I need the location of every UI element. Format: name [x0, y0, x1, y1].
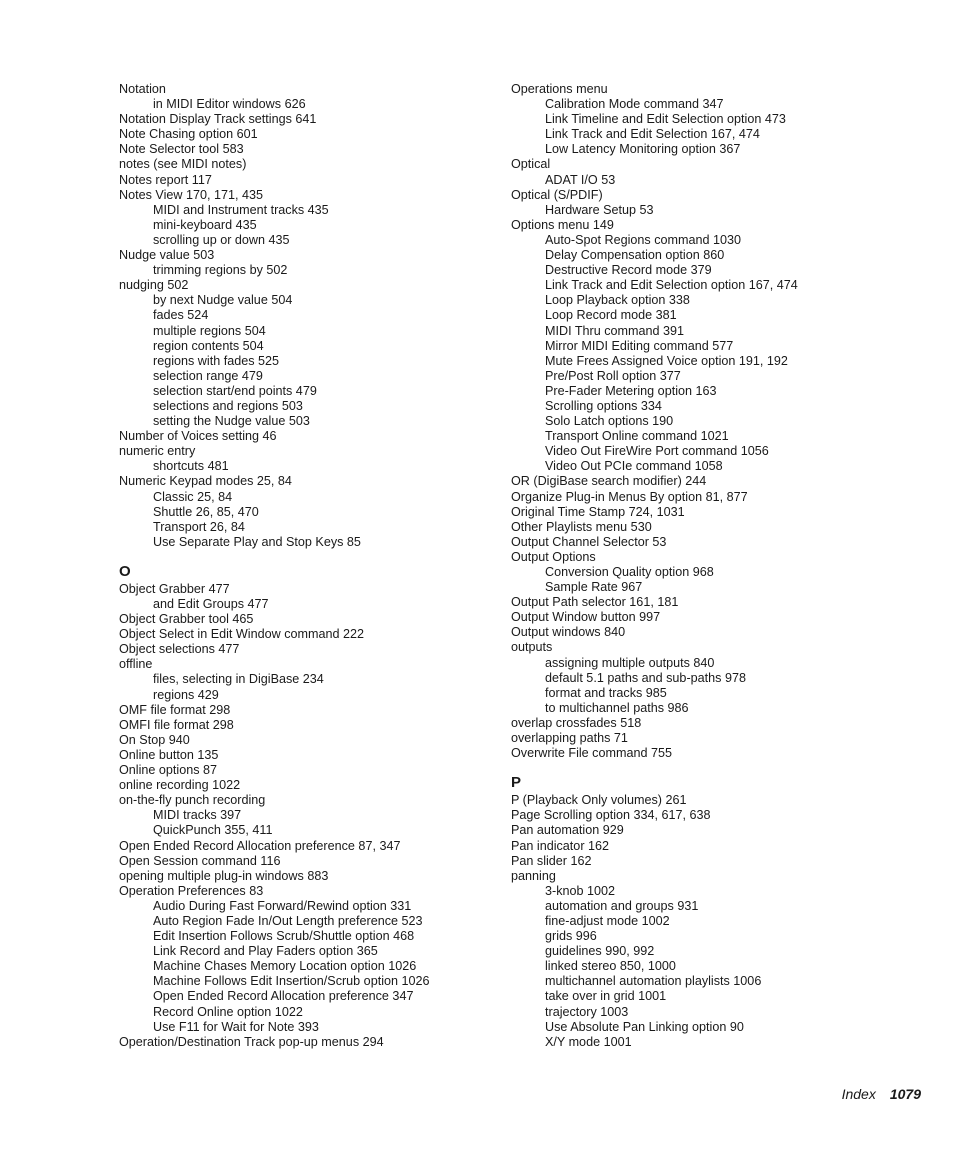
- index-entry: overlapping paths 71: [511, 731, 628, 746]
- index-entry: Output Path selector 161, 181: [511, 595, 679, 610]
- index-entry: Output Channel Selector 53: [511, 534, 667, 549]
- index-entry: opening multiple plug-in windows 883: [119, 868, 329, 883]
- index-entry: Page Scrolling option 334, 617, 638: [511, 808, 711, 823]
- index-entry: Online options 87: [119, 763, 218, 778]
- index-subentry: Auto Region Fade In/Out Length preference 523: [153, 913, 423, 928]
- index-subentry: Link Track and Edit Selection 167, 474: [545, 127, 760, 142]
- index-column-left: [119, 82, 489, 1050]
- index-entry: On Stop 940: [119, 732, 190, 747]
- index-subentry: Record Online option 1022: [153, 1004, 303, 1019]
- index-subentry: guidelines 990, 992: [545, 944, 655, 959]
- index-entry: Online button 135: [119, 747, 219, 762]
- index-column-right: [511, 82, 931, 1050]
- index-entry: Object Select in Edit Window command 222: [119, 627, 364, 642]
- section-letter: P: [511, 774, 522, 792]
- index-subentry: fine-adjust mode 1002: [545, 913, 670, 928]
- index-subentry: Mute Frees Assigned Voice option 191, 192: [545, 353, 788, 368]
- index-entry: Overwrite File command 755: [511, 746, 672, 761]
- index-entry: online recording 1022: [119, 778, 241, 793]
- index-entry: OR (DigiBase search modifier) 244: [511, 474, 707, 489]
- index-subentry: Transport Online command 1021: [545, 429, 729, 444]
- index-subentry: assigning multiple outputs 840: [545, 655, 715, 670]
- index-subentry: Solo Latch options 190: [545, 414, 674, 429]
- index-entry: Notation: [119, 82, 166, 96]
- index-subentry: MIDI tracks 397: [153, 808, 242, 823]
- index-entry: Other Playlists menu 530: [511, 519, 652, 534]
- index-subentry: regions with fades 525: [153, 353, 280, 368]
- index-entry: Notation Display Track settings 641: [119, 112, 317, 127]
- index-subentry: ADAT I/O 53: [545, 172, 616, 187]
- index-subentry: multichannel automation playlists 1006: [545, 974, 762, 989]
- index-subentry: Transport 26, 84: [153, 519, 245, 534]
- index-entry: Organize Plug-in Menus By option 81, 877: [511, 489, 748, 504]
- page-footer: [842, 1086, 921, 1102]
- index-subentry: multiple regions 504: [153, 323, 266, 338]
- index-subentry: automation and groups 931: [545, 898, 699, 913]
- index-subentry: Loop Record mode 381: [545, 308, 677, 323]
- page-number: 1079: [889, 1086, 921, 1102]
- index-subentry: trimming regions by 502: [153, 263, 288, 278]
- index-subentry: default 5.1 paths and sub-paths 978: [545, 670, 746, 685]
- index-entry: nudging 502: [119, 278, 189, 293]
- index-subentry: Link Timeline and Edit Selection option 473: [545, 112, 786, 127]
- index-entry: Output windows 840: [511, 625, 626, 640]
- index-subentry: Pre/Post Roll option 377: [545, 368, 681, 383]
- index-subentry: Destructive Record mode 379: [545, 263, 712, 278]
- index-subentry: to multichannel paths 986: [545, 700, 689, 715]
- index-entry: Notes View 170, 171, 435: [119, 187, 263, 202]
- index-subentry: Video Out FireWire Port command 1056: [545, 444, 769, 459]
- index-entry: offline: [119, 657, 153, 672]
- index-subentry: selection range 479: [153, 368, 263, 383]
- index-subentry: by next Nudge value 504: [153, 293, 293, 308]
- index-subentry: X/Y mode 1001: [545, 1034, 632, 1049]
- index-entry: Note Selector tool 583: [119, 142, 244, 157]
- index-subentry: and Edit Groups 477: [153, 597, 269, 611]
- index-subentry: Open Ended Record Allocation preference 347: [153, 989, 414, 1004]
- index-subentry: Link Record and Play Faders option 365: [153, 944, 378, 959]
- index-entry: Note Chasing option 601: [119, 127, 258, 142]
- index-entry: Original Time Stamp 724, 1031: [511, 504, 685, 519]
- index-entry: P (Playback Only volumes) 261: [511, 793, 687, 808]
- index-subentry: Low Latency Monitoring option 367: [545, 142, 741, 157]
- index-entry: Operation Preferences 83: [119, 883, 264, 898]
- index-subentry: MIDI and Instrument tracks 435: [153, 202, 329, 217]
- index-subentry: Machine Follows Edit Insertion/Scrub option 1026: [153, 974, 430, 989]
- index-subentry: Auto-Spot Regions command 1030: [545, 232, 742, 247]
- index-entry: on-the-fly punch recording: [119, 793, 266, 808]
- index-subentry: shortcuts 481: [153, 459, 229, 474]
- index-entry: Open Ended Record Allocation preference 87, 347: [119, 838, 401, 853]
- index-entry: Open Session command 116: [119, 853, 281, 868]
- index-subentry: Sample Rate 967: [545, 580, 643, 595]
- index-subentry: scrolling up or down 435: [153, 232, 290, 247]
- section-letter: O: [119, 562, 131, 580]
- index-subentry: in MIDI Editor windows 626: [153, 97, 306, 112]
- index-subentry: Shuttle 26, 85, 470: [153, 504, 259, 519]
- index-entry: Operations menu: [511, 82, 608, 96]
- index-subentry: grids 996: [545, 929, 597, 944]
- index-entry: Pan automation 929: [511, 823, 624, 838]
- index-subentry: Conversion Quality option 968: [545, 565, 714, 579]
- index-subentry: setting the Nudge value 503: [153, 414, 310, 429]
- index-subentry: Video Out PCIe command 1058: [545, 459, 723, 474]
- index-subentry: region contents 504: [153, 338, 264, 353]
- index-subentry: MIDI Thru command 391: [545, 323, 685, 338]
- index-subentry: format and tracks 985: [545, 685, 667, 700]
- index-entry: Nudge value 503: [119, 248, 215, 263]
- index-entry: Optical: [511, 157, 551, 172]
- footer-label: Index: [841, 1086, 876, 1102]
- index-entry: OMFI file format 298: [119, 717, 234, 732]
- index-subentry: Mirror MIDI Editing command 577: [545, 338, 734, 353]
- index-entry: Object selections 477: [119, 642, 240, 657]
- index-entry: Optical (S/PDIF): [511, 187, 603, 202]
- index-subentry: Audio During Fast Forward/Rewind option 331: [153, 898, 412, 913]
- index-subentry: Classic 25, 84: [153, 489, 233, 504]
- index-entry: Number of Voices setting 46: [119, 429, 277, 444]
- index-subentry: Hardware Setup 53: [545, 202, 654, 217]
- index-entry: Output Window button 997: [511, 610, 661, 625]
- index-subentry: trajectory 1003: [545, 1004, 629, 1019]
- index-entry: overlap crossfades 518: [511, 715, 642, 730]
- index-entry: numeric entry: [119, 444, 196, 459]
- index-entry: notes (see MIDI notes): [119, 157, 247, 172]
- index-entry: Notes report 117: [119, 172, 212, 187]
- index-subentry: selections and regions 503: [153, 398, 303, 413]
- index-subentry: take over in grid 1001: [545, 989, 667, 1004]
- index-subentry: Scrolling options 334: [545, 398, 662, 413]
- index-subentry: Use Absolute Pan Linking option 90: [545, 1019, 744, 1034]
- index-entry: Output Options: [511, 549, 596, 564]
- index-entry: OMF file format 298: [119, 702, 231, 717]
- index-subentry: QuickPunch 355, 411: [153, 823, 273, 838]
- index-subentry: linked stereo 850, 1000: [545, 959, 676, 974]
- index-subentry: Link Track and Edit Selection option 167, 474: [545, 278, 798, 293]
- index-subentry: selection start/end points 479: [153, 383, 317, 398]
- index-entry: Object Grabber tool 465: [119, 612, 254, 627]
- index-subentry: files, selecting in DigiBase 234: [153, 672, 324, 687]
- index-subentry: regions 429: [153, 687, 219, 702]
- index-entry: Operation/Destination Track pop-up menus 294: [119, 1034, 384, 1049]
- index-entry: Numeric Keypad modes 25, 84: [119, 474, 292, 489]
- index-subentry: Pre-Fader Metering option 163: [545, 383, 717, 398]
- index-entry: Pan slider 162: [511, 853, 592, 868]
- index-entry: panning: [511, 868, 556, 883]
- index-entry: outputs: [511, 640, 553, 655]
- index-subentry: Machine Chases Memory Location option 1026: [153, 959, 417, 974]
- index-subentry: Calibration Mode command 347: [545, 97, 724, 112]
- index-entry: Options menu 149: [511, 217, 614, 232]
- index-subentry: Loop Playback option 338: [545, 293, 690, 308]
- index-subentry: mini-keyboard 435: [153, 217, 257, 232]
- index-subentry: Use F11 for Wait for Note 393: [153, 1019, 319, 1034]
- index-subentry: fades 524: [153, 308, 209, 323]
- index-subentry: Delay Compensation option 860: [545, 248, 725, 263]
- index-entry: Pan indicator 162: [511, 838, 610, 853]
- index-subentry: 3-knob 1002: [545, 883, 616, 898]
- index-entry: Object Grabber 477: [119, 581, 230, 596]
- index-subentry: Edit Insertion Follows Scrub/Shuttle option 468: [153, 929, 415, 944]
- index-subentry: Use Separate Play and Stop Keys 85: [153, 534, 361, 549]
